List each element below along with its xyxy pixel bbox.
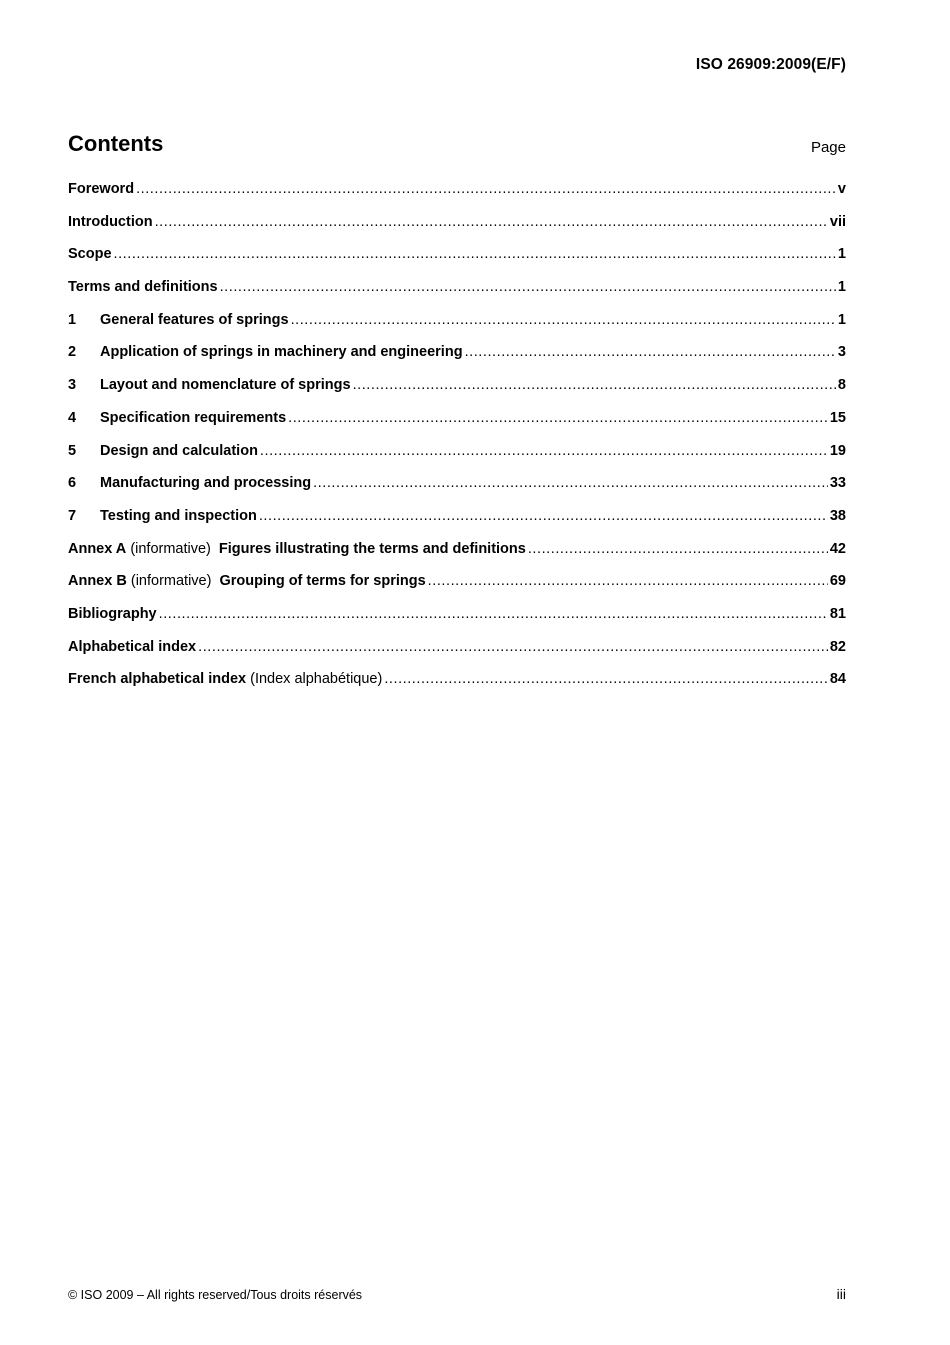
dot-leader [353, 377, 836, 393]
annex-status-tag: (informative) [130, 573, 212, 590]
dot-leader [159, 606, 828, 622]
toc-entry-annex-b[interactable] [68, 573, 846, 606]
toc-entry-page: 3 [837, 344, 846, 361]
toc-entry-page: 82 [829, 638, 846, 655]
toc-entry-page: vii [829, 213, 846, 230]
dot-leader [528, 541, 828, 557]
dot-leader [198, 639, 828, 655]
dot-leader [288, 410, 828, 426]
toc-entry-page: 1 [837, 311, 846, 328]
toc-entry-annex-a[interactable] [68, 541, 846, 574]
annex-status-tag: (informative) [130, 540, 211, 557]
annex-prefix: Annex B [68, 573, 127, 590]
toc-entry-label: Foreword [68, 181, 135, 197]
toc-entry-label: Introduction [68, 213, 153, 230]
toc-entry-label: Manufacturing and processing [100, 475, 312, 492]
toc-entry-french-alphabetical-index[interactable] [68, 671, 846, 704]
toc-entry-label: Design and calculation [100, 442, 258, 459]
toc-entry-clause-1[interactable] [68, 312, 846, 345]
footer-page-number: iii [836, 1286, 846, 1302]
dot-leader [313, 475, 828, 491]
toc-entry-number: 6 [68, 475, 77, 492]
toc-entry-scope[interactable] [68, 246, 846, 279]
page-column-label: Page [810, 139, 846, 156]
dot-leader [155, 214, 828, 230]
dot-leader [428, 573, 828, 589]
toc-entry-label: Specification requirements [100, 409, 287, 426]
toc-entry-alphabetical-index[interactable] [68, 639, 846, 672]
toc-entry-label: Terms and definitions [68, 279, 218, 296]
toc-entry-page: 19 [829, 442, 846, 459]
copyright-notice: © ISO 2009 – All rights reserved/Tous droits réservés [68, 1288, 363, 1302]
table-of-contents [68, 181, 846, 704]
dot-leader [259, 508, 828, 524]
toc-entry-page: 38 [829, 507, 846, 524]
toc-entry-clause-2[interactable] [68, 344, 846, 377]
toc-entry-label: Grouping of terms for springs [219, 573, 426, 590]
annex-prefix: Annex A [68, 540, 127, 557]
toc-entry-page: 1 [837, 279, 846, 296]
toc-entry-clause-3[interactable] [68, 377, 846, 410]
toc-entry-foreword[interactable] [68, 181, 846, 214]
toc-entry-clause-4[interactable] [68, 410, 846, 443]
toc-entry-label: Bibliography [68, 605, 157, 622]
toc-entry-terms-and-definitions[interactable] [68, 279, 846, 312]
dot-leader [114, 246, 836, 262]
toc-entry-clause-7[interactable] [68, 508, 846, 541]
toc-entry-label: Scope [68, 246, 112, 263]
toc-entry-label: Figures illustrating the terms and definitions [218, 540, 526, 557]
toc-entry-page: 84 [829, 671, 846, 688]
toc-entry-number: 3 [68, 377, 77, 394]
contents-title: Contents [68, 131, 164, 156]
toc-entry-page: 8 [837, 377, 846, 394]
toc-entry-bibliography[interactable] [68, 606, 846, 639]
toc-entry-number: 1 [68, 311, 77, 328]
toc-entry-page: 33 [829, 475, 846, 492]
toc-entry-label: Alphabetical index [68, 638, 197, 655]
toc-entry-number: 5 [68, 442, 77, 459]
toc-entry-label: Layout and nomenclature of springs [100, 377, 351, 394]
dot-leader [384, 671, 828, 687]
toc-entry-number: 4 [68, 409, 77, 426]
toc-entry-page: 42 [829, 540, 846, 557]
toc-entry-subtitle: (Index alphabétique) [250, 671, 383, 688]
toc-entry-label: Testing and inspection [100, 507, 257, 524]
contents-header [68, 131, 846, 161]
dot-leader [260, 443, 828, 459]
toc-entry-page: 69 [829, 573, 846, 590]
document-id: ISO 26909:2009(E/F) [695, 56, 846, 73]
toc-entry-label: General features of springs [100, 311, 289, 328]
toc-entry-clause-6[interactable] [68, 475, 846, 508]
toc-entry-clause-5[interactable] [68, 443, 846, 476]
dot-leader [465, 344, 836, 360]
toc-entry-introduction[interactable] [68, 214, 846, 247]
toc-entry-page: 1 [837, 246, 846, 263]
toc-entry-label: French alphabetical index [68, 671, 247, 688]
toc-entry-page: v [837, 181, 846, 197]
toc-entry-page: 15 [829, 409, 846, 426]
toc-entry-label: Application of springs in machinery and engineering [100, 344, 463, 361]
dot-leader [220, 279, 836, 295]
dot-leader [291, 312, 836, 328]
toc-entry-number: 7 [68, 507, 77, 524]
dot-leader [136, 181, 836, 197]
toc-entry-page: 81 [829, 605, 846, 622]
toc-entry-number: 2 [68, 344, 77, 361]
